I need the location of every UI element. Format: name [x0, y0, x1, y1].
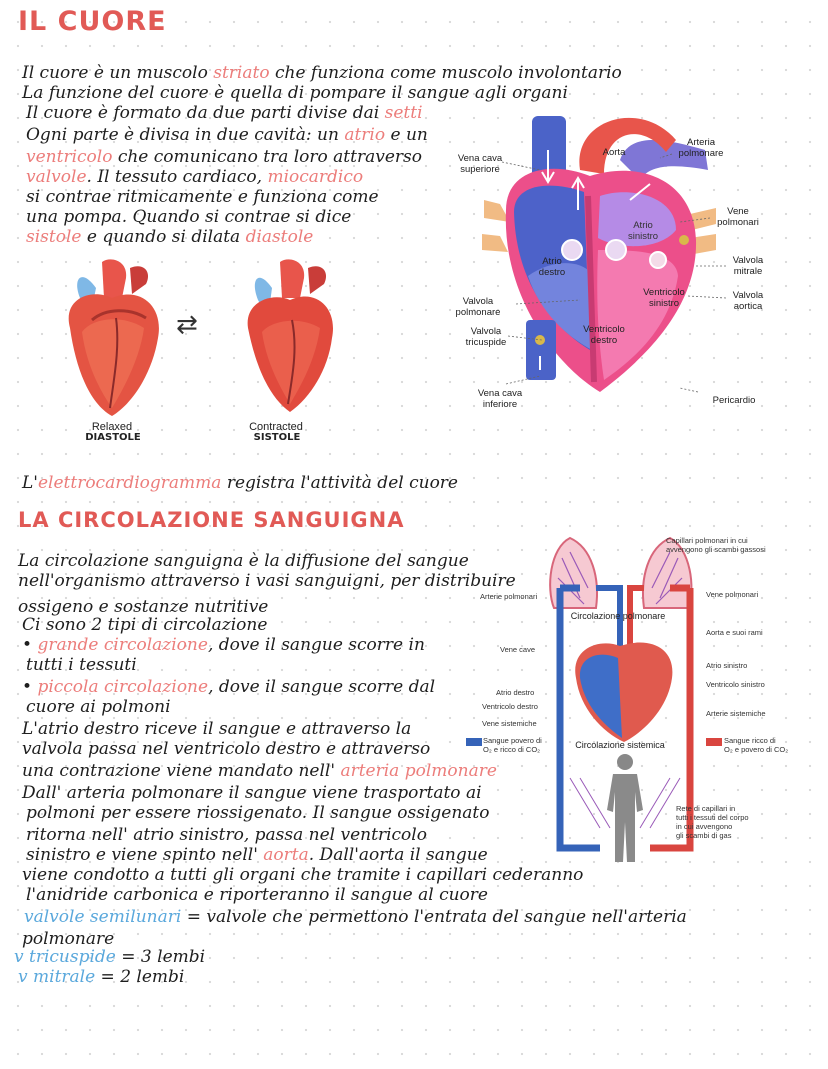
systole-label: SISTOLE	[253, 432, 301, 443]
intro-line-3: Il cuore è formato da due parti divise dai setti	[26, 103, 423, 123]
circ-line-18: valvole semilunari = valvole che permettono l'entrata del sangue nell'arteria	[24, 907, 687, 927]
label-aorta: Aorta	[602, 147, 626, 158]
label-ventricolo-destro-circ: Ventricolo destro	[482, 702, 538, 711]
circ-line-8: cuore ai polmoni	[26, 697, 171, 717]
circ-line-17: l'anidride carbonica e riporteranno il sangue al cuore	[26, 885, 488, 905]
circ-line-21: v mitrale = 2 lembi	[18, 967, 185, 987]
circ-line-7: • piccola circolazione, dove il sangue scorre dal	[22, 677, 436, 697]
circ-line-9: L'atrio destro riceve il sangue e attraverso la	[22, 719, 412, 739]
intro-line-9: sistole e quando si dilata diastole	[26, 227, 314, 247]
intro-line-7: si contrae ritmicamente e funziona come	[26, 187, 379, 207]
label-atrio-sinistro: Atrio sinistro	[627, 220, 659, 242]
cycle-arrows: ⇄	[176, 310, 198, 340]
circ-line-1: La circolazione sanguigna è la diffusione del sangue	[18, 551, 469, 571]
circ-line-13: polmoni per essere riossigenato. Il sangue ossigenato	[26, 803, 490, 823]
legend-red-label: Sangue ricco di O₂ e povero di CO₂	[724, 736, 789, 754]
legend-red-swatch	[706, 738, 722, 746]
intro-line-6: valvole. Il tessuto cardiaco, miocardico	[26, 167, 364, 187]
label-ventricolo-destro: Ventricolo destro	[583, 324, 625, 346]
label-ventricolo-sinistro: Ventricolo sinistro	[643, 287, 685, 309]
label-vene-cave: Vene cave	[500, 645, 536, 654]
ecg-line: L'elettrocardiogramma registra l'attività del cuore	[22, 473, 458, 493]
label-valvola-mitrale: Valvola mitrale	[732, 255, 764, 277]
label-arteria-polmonare: Arteria polmonare	[678, 137, 724, 159]
circ-line-5: • grande circolazione, dove il sangue scorre in	[22, 635, 425, 655]
label-rete-capillari: Rete di capillari in tutti i tessuti del corpo in cui avvengono gli scambi di gas	[676, 804, 749, 840]
circ-line-14: ritorna nell' atrio sinistro, passa nel ventricolo	[26, 825, 427, 845]
label-vene-polmonari-circ: Vene polmonari	[706, 590, 759, 599]
circ-line-4: Ci sono 2 tipi di circolazione	[22, 615, 268, 635]
legend-blue-swatch	[466, 738, 482, 746]
heart-leader-lines	[440, 140, 760, 410]
circ-line-11: una contrazione viene mandato nell' arteria polmonare	[22, 761, 497, 781]
intro-line-2: La funzione del cuore è quella di pompare il sangue agli organi	[22, 83, 568, 103]
circ-line-20: v tricuspide = 3 lembi	[14, 947, 206, 967]
label-aorta-rami: Aorta e suoi rami	[706, 628, 763, 637]
circ-line-19: polmonare	[22, 929, 115, 949]
label-atrio-sinistro-circ: Atrio sinistro	[706, 661, 748, 670]
intro-line-1: Il cuore è un muscolo striato che funziona come muscolo involontario	[22, 63, 622, 83]
circ-line-12: Dall' arteria polmonare il sangue viene trasportato ai	[22, 783, 482, 803]
intro-line-4: Ogni parte è divisa in due cavità: un atrio e un	[26, 125, 428, 145]
label-arterie-sistemiche: Arterie sistemiche	[706, 709, 766, 718]
diastole-label: DIASTOLE	[85, 432, 141, 443]
section-title-circolazione: LA CIRCOLAZIONE SANGUIGNA	[18, 508, 405, 532]
label-valvola-tricuspide: Valvola tricuspide	[465, 326, 507, 348]
circ-line-6: tutti i tessuti	[26, 655, 137, 675]
intro-line-5: ventricolo che comunicano tra loro attraverso	[26, 147, 422, 167]
label-circolazione-sistemica: Circolazione sistemica	[575, 740, 665, 750]
contracted-heart-illustration	[232, 258, 352, 418]
label-ventricolo-sinistro-circ: Ventricolo sinistro	[706, 680, 765, 689]
label-capillari-polmonari: Capillari polmonari in cui avvengono gli scambi gassosi	[666, 536, 766, 554]
intro-line-8: una pompa. Quando si contrae si dice	[26, 207, 352, 227]
legend-blue-label: Sangue povero di O₂ e ricco di CO₂	[483, 736, 542, 754]
label-valvola-polmonare: Valvola polmonare	[455, 296, 501, 318]
circ-line-16: viene condotto a tutti gli organi che tramite i capillari cederanno	[22, 865, 584, 885]
label-atrio-destro-circ: Atrio destro	[496, 688, 535, 697]
circ-line-3: ossigeno e sostanze nutritive	[18, 597, 269, 617]
label-atrio-destro: Atrio destro	[538, 256, 566, 278]
label-pericardio: Pericardio	[712, 395, 756, 406]
label-vene-sistemiche: Vene sistemiche	[482, 719, 537, 728]
human-figure	[595, 752, 655, 864]
label-circolazione-polmonare: Circolazione polmonare	[570, 611, 666, 621]
label-arterie-polmonari: Arterie polmonari	[480, 592, 538, 601]
relaxed-label: Relaxed	[91, 421, 133, 433]
relaxed-heart-illustration	[52, 258, 172, 418]
page-title: IL CUORE	[18, 6, 167, 37]
label-valvola-aortica: Valvola aortica	[732, 290, 764, 312]
circ-line-2: nell'organismo attraverso i vasi sanguigni, per distribuire	[18, 571, 516, 591]
label-vena-cava-inferiore: Vena cava inferiore	[477, 388, 523, 410]
contracted-label: Contracted	[249, 421, 303, 433]
label-vene-polmonari: Vene polmonari	[717, 206, 759, 228]
label-vena-cava-superiore: Vena cava superiore	[457, 153, 503, 175]
circ-line-15: sinistro e viene spinto nell' aorta. Dall'aorta il sangue	[26, 845, 488, 865]
circ-line-10: valvola passa nel ventricolo destro e attraverso	[22, 739, 431, 759]
